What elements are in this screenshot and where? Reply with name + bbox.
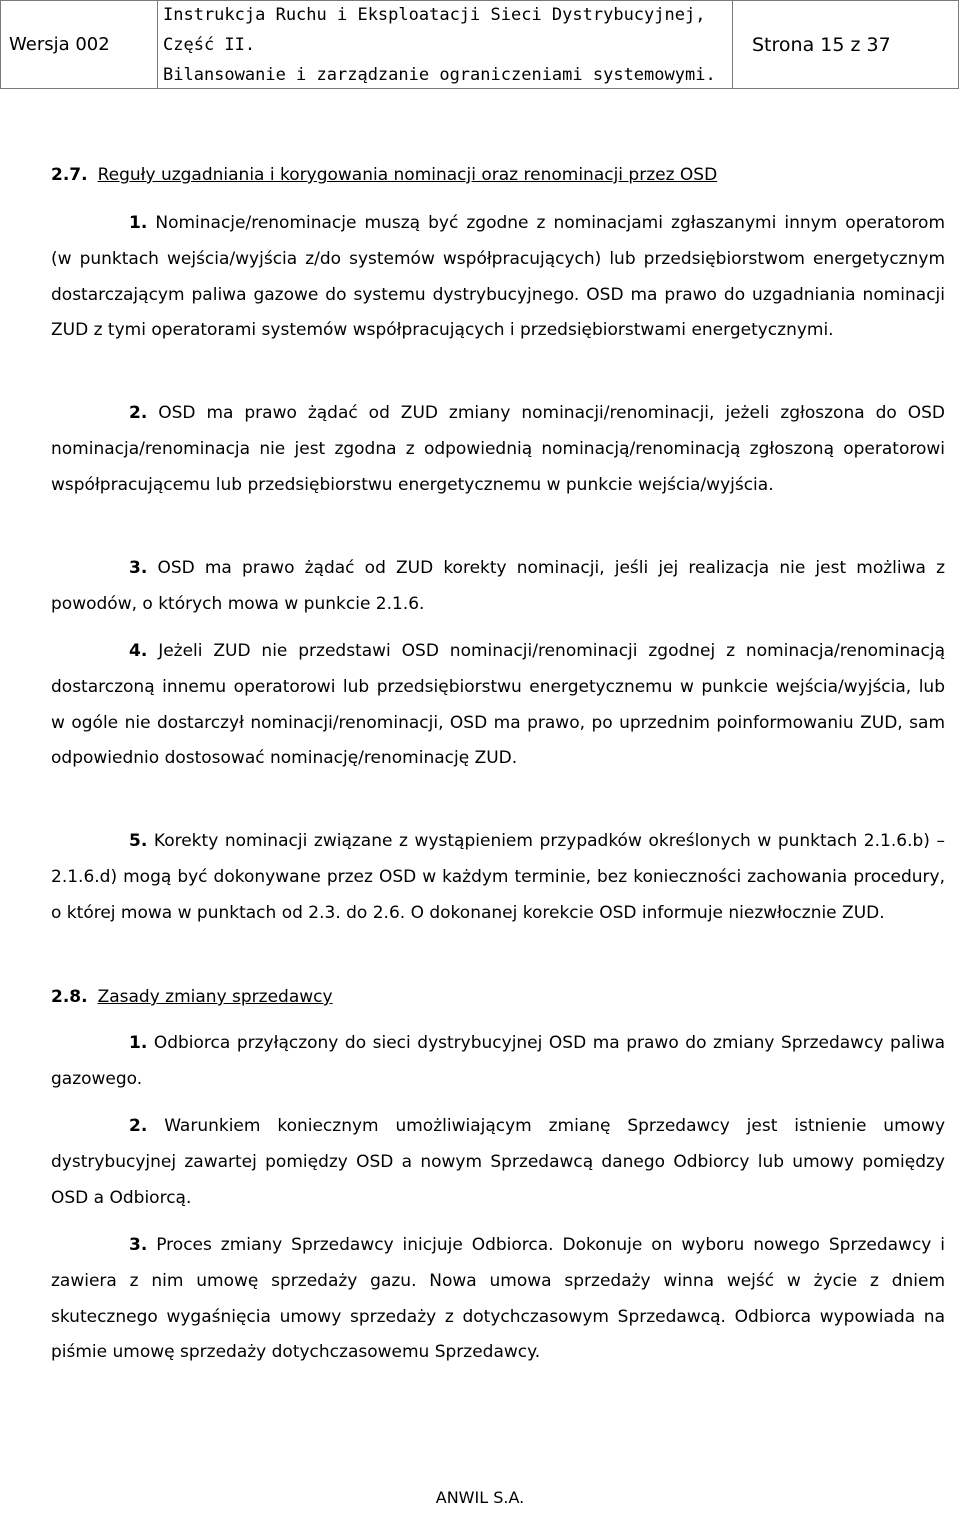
document-title-line1: Instrukcja Ruchu i Eksploatacji Sieci Dystrybucyjnej, Część II.: [163, 4, 706, 55]
document-title: [157, 0, 733, 89]
section-2-8-item-3: 3. Proces zmiany Sprzedawcy inicjuje Odbiorca. Dokonuje on wyboru nowego Sprzedawcy i zawiera z nim umowę sprzedaży gazu. Nowa umowa sprzedaży winna wejść w życie z dniem skutecznego wygaśnięcia umowy sprzedaży z dotychczasowym Sprzedawcą. Odbiorca wypowiada na piśmie umowę sprzedaży dotychczasowemu Sprzedawcy.: [51, 1235, 945, 1363]
section-number: 2.7.: [51, 165, 88, 185]
section-2-8-item-1: 1. Odbiorca przyłączony do sieci dystrybucyjnej OSD ma prawo do zmiany Sprzedawcy paliwa gazowego.: [51, 1033, 945, 1089]
section-2-7-heading: [51, 163, 717, 187]
section-2-8-heading: [51, 985, 333, 1009]
section-2-7-item-5: 5. Korekty nominacji związane z wystąpieniem przypadków określonych w punktach 2.1.6.b) – 2.1.6.d) mogą być dokonywane przez OSD w każdym terminie, bez konieczności zachowania procedury, o której mowa w punktach od 2.3. do 2.6. O dokonanej korekcie OSD informuje niezwłocznie ZUD.: [51, 831, 945, 923]
section-number: 2.8.: [51, 987, 88, 1007]
section-2-7-item-3: 3. OSD ma prawo żądać od ZUD korekty nominacji, jeśli jej realizacja nie jest możliwa z powodów, o których mowa w punkcie 2.1.6.: [51, 558, 945, 614]
page-footer: ANWIL S.A.: [435, 1488, 525, 1507]
section-2-7-item-1: 1. Nominacje/renominacje muszą być zgodne z nominacjami zgłaszanymi innym operatorom (w punktach wejścia/wyjścia z/do systemów współpracujących) lub przedsiębiorstwom energetycznym dostarczającym paliwa gazowe do systemu dystrybucyjnego. OSD ma prawo do uzgadniania nominacji ZUD z tymi operatorami systemów współpracujących i przedsiębiorstwami energetycznymi.: [51, 213, 946, 341]
section-2-8-item-2: 2. Warunkiem koniecznym umożliwiającym zmianę Sprzedawcy jest istnienie umowy dystrybucyjnej zawartej pomiędzy OSD a nowym Sprzedawcą danego Odbiorcy lub umowy pomiędzy OSD a Odbiorcą.: [51, 1116, 945, 1208]
page-header: [0, 0, 960, 89]
version-label: Wersja 002: [0, 0, 158, 89]
section-title: Zasady zmiany sprzedawcy: [97, 987, 333, 1007]
section-2-7-item-4: 4. Jeżeli ZUD nie przedstawi OSD nominacji/renominacji zgodnej z nominacja/renominacją dostarczoną innemu operatorowi lub przedsiębiorstwu energetycznemu w punkcie wejścia/wyjścia, lub w ogóle nie dostarczył nominacji/renominacji, OSD ma prawo, po uprzednim poinformowaniu ZUD, sam odpowiednio dostosować nominację/renominację ZUD.: [51, 641, 945, 769]
section-title: Reguły uzgadniania i korygowania nominacji oraz renominacji przez OSD: [97, 165, 718, 185]
section-2-7-item-2: 2. OSD ma prawo żądać od ZUD zmiany nominacji/renominacji, jeżeli zgłoszona do OSD nominacja/renominacja nie jest zgodna z odpowiednią nominacją/renominacją zgłoszoną operatorowi współpracującemu lub przedsiębiorstwu energetycznemu w punkcie wejścia/wyjścia.: [51, 403, 945, 495]
page-number: Strona 15 z 37: [732, 0, 959, 89]
document-title-line2: Bilansowanie i zarządzanie ograniczeniami systemowymi.: [163, 64, 716, 85]
